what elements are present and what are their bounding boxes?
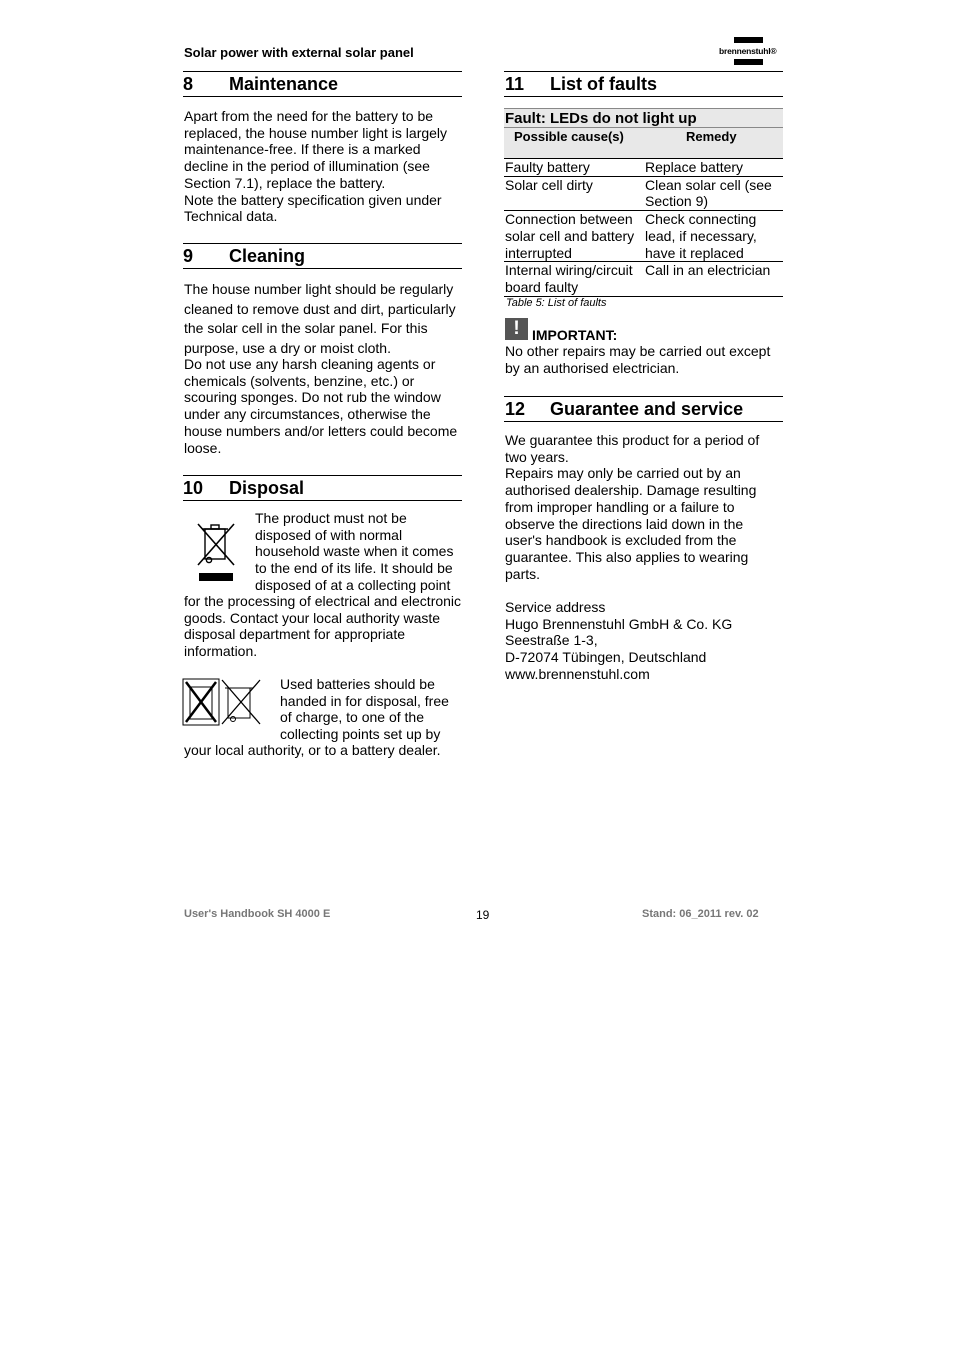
- maintenance-text: [184, 108, 462, 225]
- page-number: 19: [476, 908, 490, 922]
- section-heading-disposal: [183, 475, 462, 501]
- weee-text-continued: [184, 593, 462, 660]
- faults-table-title: Fault: LEDs do not light up: [505, 110, 697, 127]
- remedy-cell: Check connecting lead, if necessary, have it replaced: [645, 211, 757, 261]
- section-number: 9: [183, 246, 194, 266]
- section-title: Maintenance: [229, 74, 339, 94]
- remedy-cell: Clean solar cell (see Section 9): [645, 176, 772, 210]
- battery-disposal-text-continued: [184, 742, 462, 759]
- column-header-remedy: Remedy: [686, 129, 737, 144]
- document-header-title: Solar power with external solar panel: [184, 45, 414, 60]
- guarantee-text: [505, 432, 783, 683]
- section-title: Guarantee and service: [550, 399, 744, 419]
- weee-text: [255, 510, 463, 594]
- table-row: [504, 211, 783, 262]
- city-address: D-72074 Tübingen, Deutschland: [505, 649, 707, 666]
- paragraph: The product must not be disposed of with normal household waste when it comes to the end of its life. It should be disposed of at a collecting point: [255, 510, 454, 593]
- footer-handbook-name: User's Handbook SH 4000 E: [184, 908, 331, 920]
- service-address-label: Service address: [505, 599, 606, 616]
- cause-cell: Connection between solar cell and battery interrupted: [505, 211, 635, 261]
- street-address: Seestraße 1-3,: [505, 632, 598, 649]
- cause-cell: Internal wiring/circuit board faulty: [505, 262, 633, 295]
- important-text: [505, 343, 783, 376]
- table-row: [504, 177, 783, 211]
- section-title: Disposal: [229, 478, 305, 498]
- section-number: 11: [505, 74, 525, 94]
- section-number: 12: [505, 399, 526, 419]
- cleaning-warning-text: [184, 356, 464, 456]
- battery-disposal-text: [280, 676, 462, 743]
- remedy-cell: Call in an electrician: [645, 262, 771, 279]
- weee-crossed-bin-icon: [194, 520, 238, 584]
- company-name: Hugo Brennenstuhl GmbH & Co. KG: [505, 615, 733, 632]
- exclamation-warning-icon: !: [505, 318, 528, 340]
- paragraph: Note the battery specification given under Technical data.: [184, 191, 442, 225]
- paragraph: Do not use any harsh cleaning agents or chemicals (solvents, benzine, etc.) or scouring sponges. Do not rub the window under any circumstances, otherwise the house numbers and/or letters could become loose.: [184, 356, 458, 456]
- paragraph: Repairs may only be carried out by an authorised dealership. Damage resulting from improper handling or a failure to observe the directions laid down in the user's handbook is excluded from the guarantee. This also applies to wearing parts.: [505, 465, 757, 582]
- column-header-cause: Possible cause(s): [514, 129, 624, 144]
- website: www.brennenstuhl.com: [505, 665, 650, 682]
- table-row: [504, 262, 783, 296]
- cause-cell: Solar cell dirty: [505, 176, 593, 193]
- important-label: IMPORTANT:: [532, 327, 618, 343]
- section-heading-cleaning: [183, 243, 462, 269]
- section-title: List of faults: [550, 74, 657, 94]
- paragraph: Apart from the need for the battery to be replaced, the house number light is largely maintenance-free. If there is a marked decline in the period of illumination (see Section 7.1), replace the battery.: [184, 108, 448, 191]
- section-heading-guarantee: [504, 396, 783, 422]
- table-row: [504, 159, 783, 177]
- paragraph: We guarantee this product for a period of two years.: [505, 432, 760, 465]
- table-caption: Table 5: List of faults: [506, 297, 607, 309]
- battery-disposal-icon: [182, 678, 262, 726]
- paragraph: for the processing of electrical and electronic goods. Contact your local authority waste disposal department for appropriate information.: [184, 593, 462, 660]
- brennenstuhl-logo: [717, 37, 783, 67]
- paragraph: Used batteries should be handed in for disposal, free of charge, to one of the collecting points set up by: [280, 676, 449, 743]
- paragraph: No other repairs may be carried out except by an authorised electrician.: [505, 343, 771, 376]
- cleaning-text: [184, 280, 464, 358]
- faults-table-header: [504, 108, 783, 159]
- paragraph: The house number light should be regularly cleaned to remove dust and dirt, particularly the solar cell in the solar panel. For this purpose, use a dry or moist cloth.: [184, 281, 456, 356]
- section-number: 8: [183, 74, 194, 94]
- section-title: Cleaning: [229, 246, 306, 266]
- cause-cell: Faulty battery: [505, 159, 590, 175]
- faults-table: [504, 108, 783, 297]
- logo-wordmark: brennenstuhl®: [719, 46, 777, 56]
- section-heading-maintenance: [183, 71, 462, 97]
- remedy-cell: Replace battery: [645, 159, 744, 175]
- section-number: 10: [183, 478, 204, 498]
- section-heading-list-of-faults: [504, 71, 783, 97]
- footer-revision: Stand: 06_2011 rev. 02: [642, 908, 759, 920]
- paragraph: your local authority, or to a battery dealer.: [184, 742, 441, 758]
